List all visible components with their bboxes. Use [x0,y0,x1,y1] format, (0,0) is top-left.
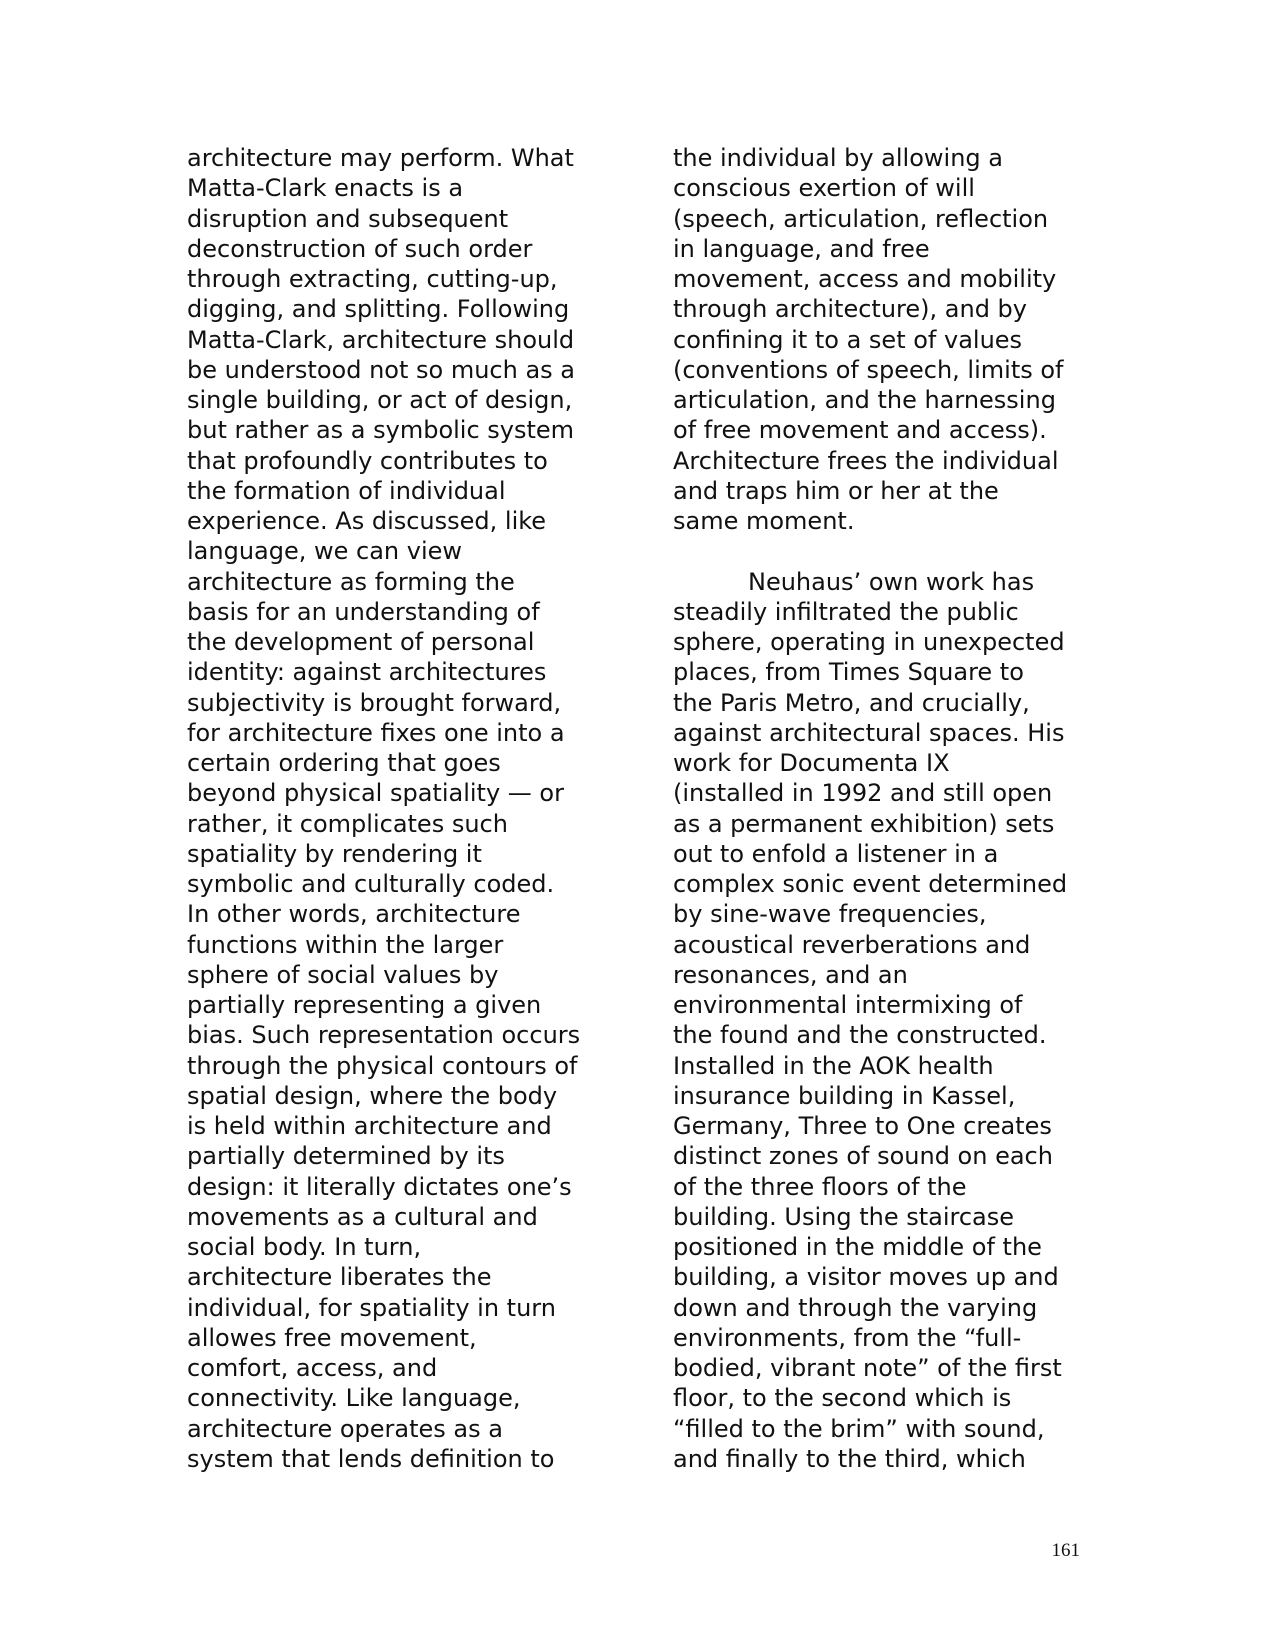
text-line: distinct zones of sound on each [673,1142,1053,1171]
text-line: insurance building in Kassel, [673,1081,1016,1110]
text-line: functions within the larger [187,930,504,959]
text-line: In other words, architecture [187,900,521,929]
text-line: beyond physical spatiality — or [187,779,564,808]
paragraph-gap [673,536,1093,566]
text-line: sphere of social values by [187,960,499,989]
text-line: (installed in 1992 and still open [673,779,1053,808]
text-line: out to enfold a listener in a [673,839,999,868]
text-line: conscious exertion of will [673,174,975,203]
text-line: building, a visitor moves up and [673,1263,1059,1292]
text-line: of the three floors of the [673,1172,967,1201]
text-line: deconstruction of such order [187,234,533,263]
text-line: partially representing a given [187,991,542,1019]
text-line: Matta-Clark, architecture should [187,325,575,354]
text-line: rather, it complicates such [187,809,508,838]
text-line: movements as a cultural and [187,1202,538,1231]
text-line: (conventions of speech, limits of [673,355,1064,384]
text-line: work for Documenta IX [673,749,950,777]
text-line: the found and the constructed. [673,1021,1047,1050]
text-line: connectivity. Like language, [187,1384,521,1413]
text-line: partially determined by its [187,1142,505,1171]
text-line: social body. In turn, [187,1233,422,1261]
text-line: through extracting, cutting-up, [187,265,558,293]
text-line: positioned in the middle of the [673,1233,1042,1261]
text-line: digging, and splitting. Following [187,295,570,324]
left-text-column [187,143,607,1474]
text-line: environments, from the “full- [673,1323,1022,1352]
text-line: Installed in the AOK health [673,1051,994,1080]
text-line: is held within architecture and [187,1112,552,1140]
text-line: design: it literally dictates one’s [187,1172,572,1201]
text-line: for architecture fixes one into a [187,718,565,747]
text-line: the development of personal [187,628,535,656]
text-line: experience. As discussed, like [187,507,547,535]
text-line: but rather as a symbolic system [187,416,575,445]
text-line: (speech, articulation, reflection [673,204,1049,233]
text-line: architecture may perform. What [187,144,574,172]
right-text-column [673,143,1093,1474]
text-line: language, we can view [187,537,463,566]
text-line: that profoundly contributes to [187,446,548,475]
text-line: system that lends definition to [187,1444,555,1473]
text-line: the formation of individual [187,476,506,505]
text-line: environmental intermixing of [673,991,1023,1019]
text-line: through architecture), and by [673,295,1027,324]
text-line: bodied, vibrant note” of the first [673,1354,1062,1382]
text-line: be understood not so much as a [187,355,575,384]
text-line: symbolic and culturally coded. [187,870,555,898]
text-line: confining it to a set of values [673,325,1023,354]
text-line: “filled to the brim” with sound, [673,1414,1045,1443]
text-line: Germany, Three to One creates [673,1112,1052,1140]
text-line: against architectural spaces. His [673,718,1065,747]
text-line: as a permanent exhibition) sets [673,809,1055,838]
text-line: architecture as forming the [187,567,515,596]
text-line: places, from Times Square to [673,658,1024,687]
text-line: in language, and free [673,234,930,263]
text-line: down and through the varying [673,1293,1038,1322]
text-line: same moment. [673,507,855,535]
text-line: by sine-wave frequencies, [673,900,987,929]
text-line: identity: against architectures [187,658,547,687]
text-line: Architecture frees the individual [673,446,1059,475]
text-line: and finally to the third, which [673,1444,1026,1473]
text-line: floor, to the second which is [673,1384,1012,1413]
text-line: acoustical reverberations and [673,930,1031,959]
text-line: spatial design, where the body [187,1081,558,1110]
page-number: 161 [1051,1540,1080,1561]
text-line: architecture operates as a [187,1414,503,1443]
text-line: sphere, operating in unexpected [673,628,1065,656]
text-line: through the physical contours of [187,1051,578,1080]
text-line: the Paris Metro, and crucially, [673,688,1030,717]
text-line: single building, or act of design, [187,386,573,414]
text-line: steadily infiltrated the public [673,597,1019,626]
text-line: Neuhaus’ own work has [748,567,1035,596]
text-line: complex sonic event determined [673,870,1068,898]
text-line: disruption and subsequent [187,204,509,233]
text-line: spatiality by rendering it [187,839,482,868]
text-line: basis for an understanding of [187,597,540,626]
text-line: resonances, and an [673,960,908,989]
text-line: allowes free movement, [187,1323,477,1352]
text-line: movement, access and mobility [673,265,1057,293]
text-line: articulation, and the harnessing [673,386,1056,414]
text-line: certain ordering that goes [187,749,501,777]
text-line: bias. Such representation occurs [187,1021,581,1050]
text-line: architecture liberates the [187,1263,492,1292]
text-line: Matta-Clark enacts is a [187,174,464,203]
text-line: and traps him or her at the [673,476,999,505]
text-line: subjectivity is brought forward, [187,688,562,717]
text-line: individual, for spatiality in turn [187,1293,556,1322]
text-line: comfort, access, and [187,1354,438,1382]
text-line: of free movement and access). [673,416,1047,445]
text-line: the individual by allowing a [673,144,1003,172]
text-line: building. Using the staircase [673,1202,1015,1231]
